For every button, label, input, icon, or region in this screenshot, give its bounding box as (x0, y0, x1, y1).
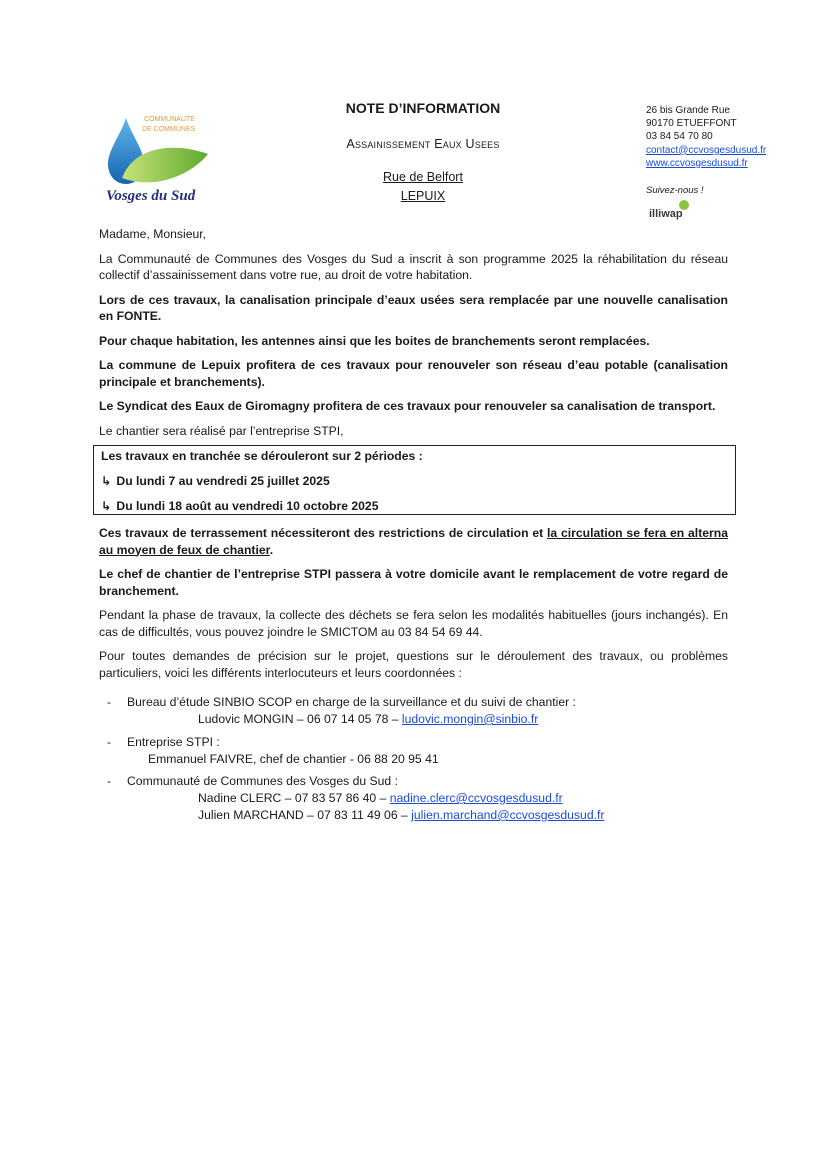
paragraph-circulation (99, 525, 728, 558)
paragraph-eau-potable: La commune de Lepuix profitera de ces travaux pour renouveler son réseau d’eau potable (canalisation principale et branchements). (99, 358, 728, 389)
svg-text:illiwap: illiwap (649, 208, 683, 220)
circulation-underlined: la circulation se fera en alterna au moyen de feux de chantier (99, 526, 728, 557)
svg-text:COMMUNAUTE: COMMUNAUTE (144, 116, 195, 123)
svg-text:Vosges du Sud: Vosges du Sud (106, 188, 196, 204)
email-link-marchand[interactable]: julien.marchand@ccvosgesdusud.fr (411, 808, 605, 822)
town-name: LEPUIX (400, 189, 446, 203)
contacts-list (99, 694, 728, 824)
circulation-end: . (269, 542, 274, 557)
paragraph-dechets: Pendant la phase de travaux, la collecte des déchets se fera selon les modalités habituelles (jours inchangés). En cas de difficultés, vous pouvez joindre le SMICTOM au 03 84 54 69 44. (99, 608, 728, 639)
contact-email-link[interactable]: contact@ccvosgesdusud.fr (646, 144, 767, 156)
contact-org-stpi: Entreprise STPI : (127, 735, 220, 749)
list-dash: - (107, 695, 112, 709)
list-dash: - (107, 774, 112, 788)
vosges-du-sud-logo (104, 112, 214, 204)
phone-number: 03 84 54 70 80 (646, 131, 713, 143)
list-item (99, 773, 728, 824)
arrow-right-icon: ↳ (101, 499, 112, 513)
person-text: Ludovic MONGIN – 06 07 14 05 78 – (198, 712, 402, 726)
arrow-right-icon: ↳ (101, 474, 112, 488)
person-text: Julien MARCHAND – 07 83 11 49 06 – (198, 808, 412, 822)
website-link[interactable]: www.ccvosgesdusud.fr (646, 157, 748, 169)
period-1-text: Du lundi 7 au vendredi 25 juillet 2025 (116, 474, 330, 488)
follow-us-label: Suivez-nous ! (646, 185, 704, 196)
list-dash: - (107, 735, 112, 749)
contact-person-clerc (99, 790, 728, 807)
address-line-2: 90170 ETUEFFONT (646, 118, 737, 130)
page-subtitle: Assainissement Eaux Usees (346, 137, 500, 151)
person-text: Nadine CLERC – 07 83 57 86 40 – (198, 791, 390, 805)
schedule-period-2 (101, 499, 379, 513)
paragraph-branchements: Pour chaque habitation, les antennes ainsi que les boites de branchements seront remplacées. (99, 333, 650, 348)
paragraph-chef-chantier: Le chef de chantier de l’entreprise STPI passera à votre domicile avant le remplacement de votre regard de branchement. (99, 567, 728, 598)
contact-org-ccvs: Communauté de Communes des Vosges du Sud : (127, 774, 398, 788)
contact-person-marchand (99, 807, 728, 824)
paragraph-entreprise: Le chantier sera réalisé par l’entreprise STPI, (99, 423, 344, 438)
contact-person-stpi: Emmanuel FAIVRE, chef de chantier - 06 88 20 95 41 (148, 752, 439, 766)
street-name: Rue de Belfort (383, 170, 463, 184)
svg-text:DE COMMUNES: DE COMMUNES (142, 126, 196, 133)
paragraph-interlocuteurs: Pour toutes demandes de précision sur le projet, questions sur le déroulement des travaux, ou problèmes particuliers, voici les différents interlocuteurs et leurs coordonnées : (99, 649, 728, 680)
period-2-text: Du lundi 18 août au vendredi 10 octobre 2025 (116, 499, 379, 513)
address-line-1: 26 bis Grande Rue (646, 105, 730, 116)
email-link-mongin[interactable]: ludovic.mongin@sinbio.fr (401, 712, 539, 726)
list-item (99, 734, 728, 773)
illiwap-logo[interactable] (648, 199, 698, 223)
paragraph-syndicat: Le Syndicat des Eaux de Giromagny profitera de ces travaux pour renouveler sa canalisation de transport. (99, 399, 716, 413)
page-title: NOTE D’INFORMATION (345, 100, 501, 116)
contact-org-sinbio: Bureau d’étude SINBIO SCOP en charge de la surveillance et du suivi de chantier : (127, 695, 576, 709)
schedule-heading: Les travaux en tranchée se dérouleront sur 2 périodes : (101, 449, 423, 463)
schedule-period-1 (101, 474, 330, 488)
contact-person-sinbio (99, 711, 728, 728)
letter-body (99, 226, 728, 447)
circulation-text: Ces travaux de terrassement nécessiteront des restrictions de circulation et (99, 526, 547, 540)
paragraph-program: La Communauté de Communes des Vosges du Sud a inscrit à son programme 2025 la réhabilitation du réseau collectif d’assainissement dans votre rue, au droit de votre habitation. (99, 251, 728, 282)
paragraph-fonte: Lors de ces travaux, la canalisation principale d’eaux usées sera remplacée par une nouvelle canalisation en FONTE. (99, 292, 728, 323)
contact-block (646, 104, 766, 170)
greeting: Madame, Monsieur, (99, 227, 207, 241)
letter-body-continued (99, 525, 728, 689)
schedule-box (93, 445, 736, 515)
email-link-clerc[interactable]: nadine.clerc@ccvosgesdusud.fr (389, 791, 563, 805)
list-item (99, 694, 728, 734)
